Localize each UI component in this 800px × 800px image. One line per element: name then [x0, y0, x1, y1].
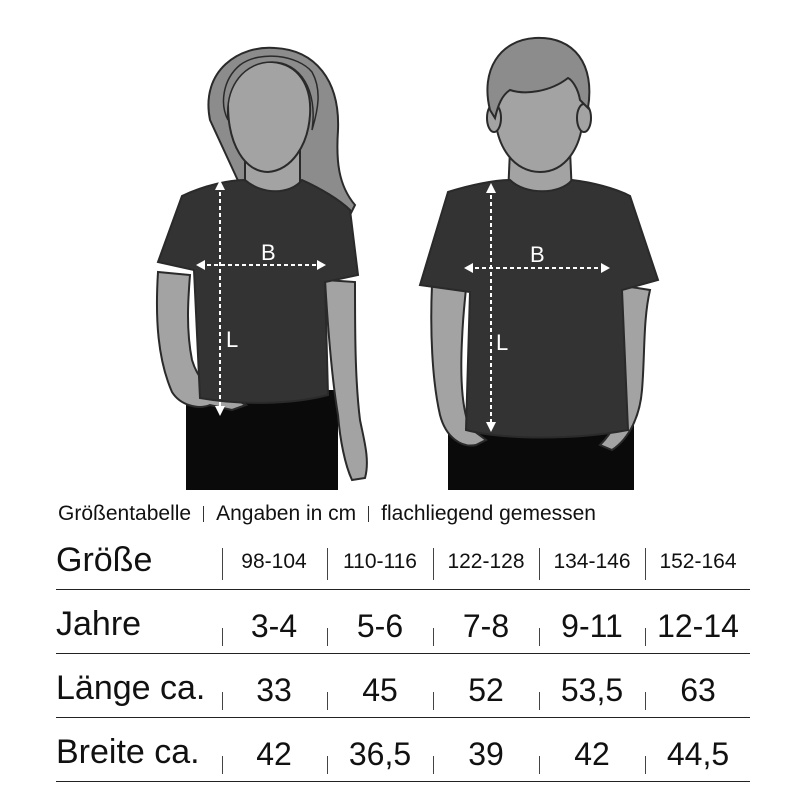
row-label: Größe — [56, 541, 153, 579]
table-cell: 122-128 — [447, 550, 525, 573]
boy-figure — [420, 38, 658, 490]
table-cell: 5-6 — [356, 607, 404, 644]
row-label: Breite ca. — [56, 733, 200, 771]
subtitle-separator — [368, 506, 369, 522]
table-cell: 53,5 — [560, 671, 624, 708]
size-table — [56, 534, 750, 790]
table-cell: 42 — [256, 735, 292, 772]
table-cell: 36,5 — [348, 735, 412, 772]
table-cell: 110-116 — [343, 550, 417, 573]
table-cell: 39 — [468, 735, 504, 772]
girl-figure — [157, 48, 367, 490]
table-cell: 134-146 — [553, 550, 631, 573]
table-row — [56, 534, 750, 598]
table-subtitle — [58, 499, 758, 529]
subtitle-separator — [203, 506, 204, 522]
table-cell: 44,5 — [666, 735, 730, 772]
table-cell: 63 — [680, 671, 716, 708]
table-row — [56, 598, 750, 662]
table-cell: 9-11 — [561, 607, 623, 644]
row-label: Länge ca. — [56, 669, 206, 707]
subtitle-units: Angaben in cm — [216, 502, 357, 525]
table-cell: 12-14 — [657, 607, 739, 644]
table-cell: 7-8 — [462, 607, 510, 644]
subtitle-method: flachliegend gemessen — [381, 502, 596, 525]
boy-width-marker: B — [530, 242, 545, 267]
subtitle-title: Größentabelle — [58, 502, 192, 525]
table-cell: 52 — [468, 671, 504, 708]
girl-length-marker: L — [226, 327, 239, 352]
girl-width-marker: B — [261, 240, 276, 265]
table-cell: 152-164 — [659, 550, 737, 573]
boy-length-marker: L — [496, 330, 509, 355]
table-row — [56, 662, 750, 726]
table-cell: 42 — [574, 735, 610, 772]
table-cell: 98-104 — [241, 550, 307, 573]
table-cell: 3-4 — [250, 607, 298, 644]
table-cell: 33 — [256, 671, 292, 708]
table-cell: 45 — [362, 671, 398, 708]
row-label: Jahre — [56, 605, 142, 643]
table-row — [56, 726, 750, 790]
